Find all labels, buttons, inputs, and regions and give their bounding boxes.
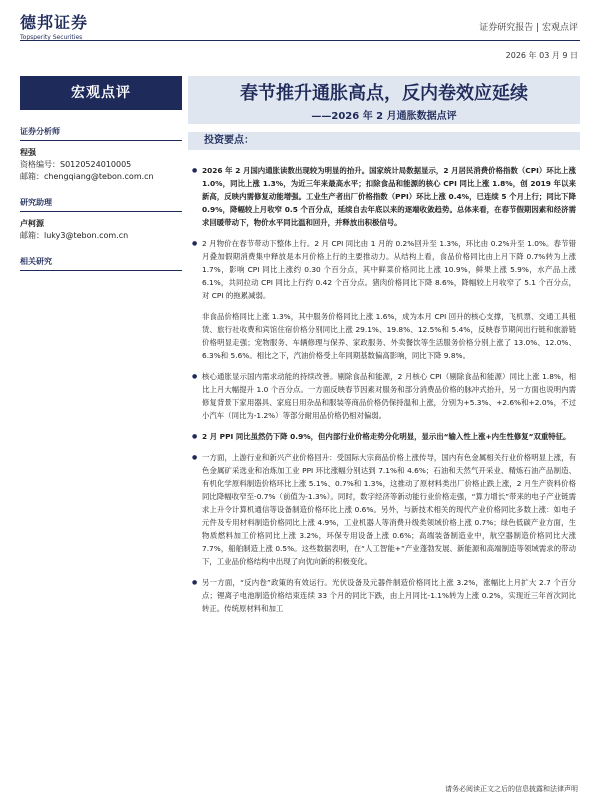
- sub-title: ——2026 年 2 月通胀数据点评: [311, 111, 457, 122]
- paragraph-anti-involution: ● 另一方面，“反内卷”政策的有效运行。光伏设备及元器件制造价格同比上涨 3.2%，涨幅比上月扩大 2.7 个百分点；锂离子电池制造价格结束连续 33 个月的同比下跌，由上月同比-1.1%转为上涨 0.2%，实现近三年首次同比转正。传统原材料和加工: [202, 576, 576, 615]
- disclaimer-footer: 请务必阅读正文之后的信息披露和法律声明: [445, 785, 578, 793]
- main-title: 春节推升通胀高点，反内卷效应延续: [240, 83, 528, 104]
- analyst-email[interactable]: 邮箱：chengqiang@tebon.com.cn: [20, 172, 154, 181]
- analyst-name: 程强: [20, 148, 36, 157]
- logo-english: Topsperity Securities: [20, 34, 83, 41]
- assistant-heading: 研究助理: [20, 195, 182, 212]
- paragraph-upstream: ● 一方面，上游行业和新兴产业价格回升：受国际大宗商品价格上涨传导，国内有色金属相关行业价格明显上涨，有色金属矿采选业和冶炼加工业 PPI 环比涨幅分别达到 7.1%和 4.6%；石油和天然气开采业、精炼石油产品制造、有机化学原料制造价格环比上涨 5.1%、0.7%和 1.3%，这推动了原材料类出厂价格止跌上涨，2 月生产资料价格同比降幅收窄至-0.7%（前值为-1.3%）。同时，数字经济等新动能行业价格走强，“算力增长”带来的电子产业链需求上升令计算机通信等设备制造价格环比上涨 0.6%。另外，与新技术相关的现代产业价格同比多数上涨：如电子元件及专用材料制造价格同比上涨 4.9%，工业机器人等消费升级类领域价格上涨 0.7%；绿色低碳产业方面，生物质燃料加工价格同比上涨 3.2%，环保专用设备上涨 0.6%；高端装备制造业中，航空器制造价格同比大涨 7.7%，船舶制造上涨 0.5%。这些数据表明，在“人工智能+”产业蓬勃发展、新能源和高端制造等领域需求的带动下，工业品价格结构中出现了向优向新的积极变化。: [202, 451, 576, 568]
- related-research-heading: 相关研究: [20, 254, 182, 271]
- paragraph-ppi: ● 2 月 PPI 同比虽然仍下降 0.9%，但内部行业价格走势分化明显，显示出“输入性上涨+内生性修复”双重特征。: [202, 430, 576, 443]
- sidebar: [20, 118, 182, 271]
- sidebar-section-label: 宏观点评: [20, 76, 182, 110]
- assistant-name: 卢柯源: [20, 219, 44, 228]
- analyst-cert: 资格编号：S0120524010005: [20, 160, 132, 169]
- paragraph-core-cpi: ● 核心通胀显示国内需求动能的持续改善。剔除食品和能源，2 月核心 CPI（剔除食品和能源）同比上涨 1.8%，相比上月大幅提升 1.0 个百分点。一方面反映春节因素对服务和部分消费品价格的脉冲式抬升，另一方面也说明内需修复背景下家用器具、家庭日用杂品和服装等商品价格仍保持温和上涨，分别为+5.3%、+2.6%和+2.0%，不过小汽车（同比为-1.2%）等部分耐用品价格仍相对偏弱。: [202, 370, 576, 422]
- header-divider: [20, 40, 580, 41]
- paragraph-cpi-rise: ● 2 月物价在春节带动下整体上行。2 月 CPI 同比由 1 月的 0.2%回升至 1.3%，环比由 0.2%升至 1.0%。春节错月叠加假期消费集中释放是本月价格上行的主要推动力。从结构上看，食品价格同比由上月下降 0.7%转为上涨 1.7%，影响 CPI 同比上涨约 0.30 个百分点，其中鲜菜价格同比上涨 10.9%，鲜果上涨 5.9%，水产品上涨 6.1%，共同拉动 CPI 同比上行约 0.42 个百分点。猪肉价格同比下降 8.6%，降幅较上月收窄了 5.1 个百分点，对 CPI 的拖累减弱。: [202, 237, 576, 302]
- investment-points-heading: 投资要点：: [188, 132, 580, 150]
- report-date: 2026 年 03 月 9 日: [505, 51, 578, 60]
- report-type: 证券研究报告 | 宏观点评: [479, 23, 578, 33]
- assistant-email[interactable]: 邮箱：luky3@tebon.com.cn: [20, 231, 129, 240]
- analyst-heading: 证券分析师: [20, 124, 182, 141]
- paragraph-summary: ● 2026 年 2 月国内通胀读数出现较为明显的抬升。国家统计局数据显示，2 月居民消费价格指数（CPI）环比上涨 1.0%，同比上涨 1.3%，为近三年来最高水平；扣除食品和能源的核心 CPI 同比上涨 1.8%，创 2019 年以来新高，反映内需修复动能增强。工业生产者出厂价格指数（PPI）环比上涨 0.4%，已连续 5 个月上行；同比下降 0.9%，降幅较上月收窄 0.5 个百分点，延续自去年底以来的逐端收敛趋势。总体来看，在春节假期因素和经济需求回暖带动下，物价水平同比温和回升，并释放出积极信号。: [202, 164, 576, 229]
- logo-chinese: 德邦证券: [20, 13, 89, 32]
- company-logo: [20, 10, 88, 41]
- report-body: [202, 164, 576, 623]
- title-banner: [188, 76, 580, 124]
- paragraph-non-food: 非食品价格同比上涨 1.3%，其中服务价格同比上涨 1.6%，成为本月 CPI 回升的核心支撑，飞机票、交通工具租赁、旅行社收费和宾馆住宿价格分别同比上涨 29.1%、19.8%、12.5%和 5.4%，反映春节期间出行链和旅游链价格明显走强；宠物服务、车辆修理与保养、家政服务、外卖餐饮等生活服务价格分别上涨了 13.0%、12.0%、6.3%和 5.6%。相比之下，汽油价格受上年同期基数偏高影响，同比下降 9.8%。: [202, 312, 576, 360]
